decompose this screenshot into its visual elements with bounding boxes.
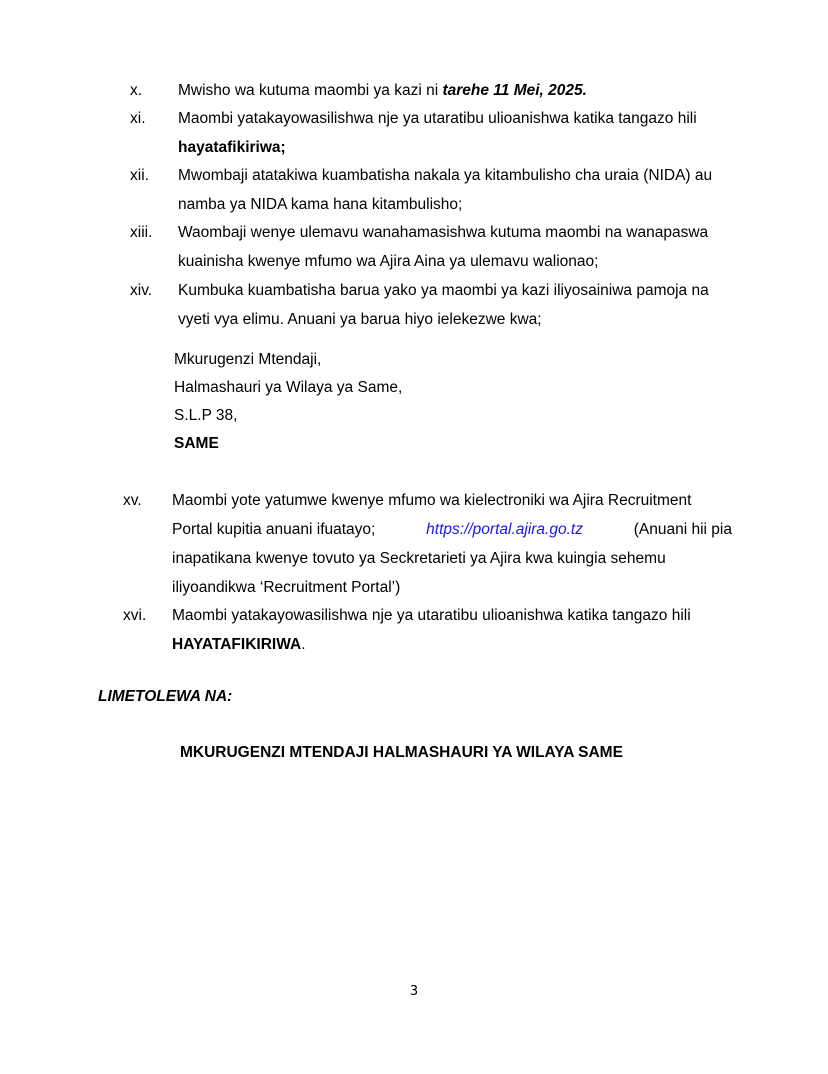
address-line: SAME (174, 435, 219, 452)
text-segment: (Anuani hii pia (633, 521, 732, 538)
list-number: xv. (123, 492, 142, 509)
list-number: x. (130, 82, 143, 99)
list-text-line: namba ya NIDA kama hana kitambulisho; (178, 196, 463, 213)
address-line: Halmashauri ya Wilaya ya Same, (174, 379, 403, 396)
list-text-line: Maombi yote yatumwe kwenye mfumo wa kielectroniki wa Ajira Recruitment (172, 492, 692, 509)
list-text-line: Maombi yatakayowasilishwa nje ya utaratibu ulioanishwa katika tangazo hili (178, 110, 697, 127)
issued-by-label: LIMETOLEWA NA: (98, 688, 233, 705)
address-block (174, 346, 402, 458)
text-segment: Portal kupitia anuani ifuatayo; (172, 521, 376, 538)
list-text-line (172, 630, 306, 659)
list-number: xiii. (130, 224, 153, 241)
list-text-line (172, 515, 732, 544)
list-number: xvi. (123, 607, 147, 624)
list-number: xii. (130, 167, 149, 184)
list-text-line: vyeti vya elimu. Anuani ya barua hiyo ielekezwe kwa; (178, 311, 542, 328)
address-line: Mkurugenzi Mtendaji, (174, 351, 322, 368)
portal-link[interactable]: https://portal.ajira.go.tz (426, 521, 583, 538)
signer-title: MKURUGENZI MTENDAJI HALMASHAURI YA WILAYA SAME (180, 744, 623, 761)
list-text-line: Maombi yatakayowasilishwa nje ya utaratibu ulioanishwa katika tangazo hili (172, 607, 691, 624)
list-text-line: Mwombaji atatakiwa kuambatisha nakala ya kitambulisho cha uraia (NIDA) au (178, 167, 713, 184)
emphasis-text: HAYATAFIKIRIWA (172, 636, 302, 653)
list-text-line: hayatafikiriwa; (178, 139, 286, 156)
page-number: 3 (409, 984, 419, 999)
text-segment: . (301, 636, 306, 653)
list-text-line: Kumbuka kuambatisha barua yako ya maombi ya kazi iliyosainiwa pamoja na (178, 282, 709, 299)
deadline-text: Mwisho wa kutuma maombi ya kazi ni (178, 82, 443, 99)
list-text-line: inapatikana kwenye tovuto ya Seckretarieti ya Ajira kwa kuingia sehemu (172, 550, 666, 567)
deadline-date: tarehe 11 Mei, 2025. (442, 82, 587, 99)
list-text-line: Waombaji wenye ulemavu wanahamasishwa kutuma maombi na wanapaswa (178, 224, 709, 241)
list-text (178, 76, 587, 105)
list-number: xi. (130, 110, 146, 127)
list-text-line: iliyoandikwa ‘Recruitment Portal’) (172, 579, 401, 596)
list-number: xiv. (130, 282, 153, 299)
list-text-line: kuainisha kwenye mfumo wa Ajira Aina ya ulemavu walionao; (178, 253, 599, 270)
address-line: S.L.P 38, (174, 407, 238, 424)
